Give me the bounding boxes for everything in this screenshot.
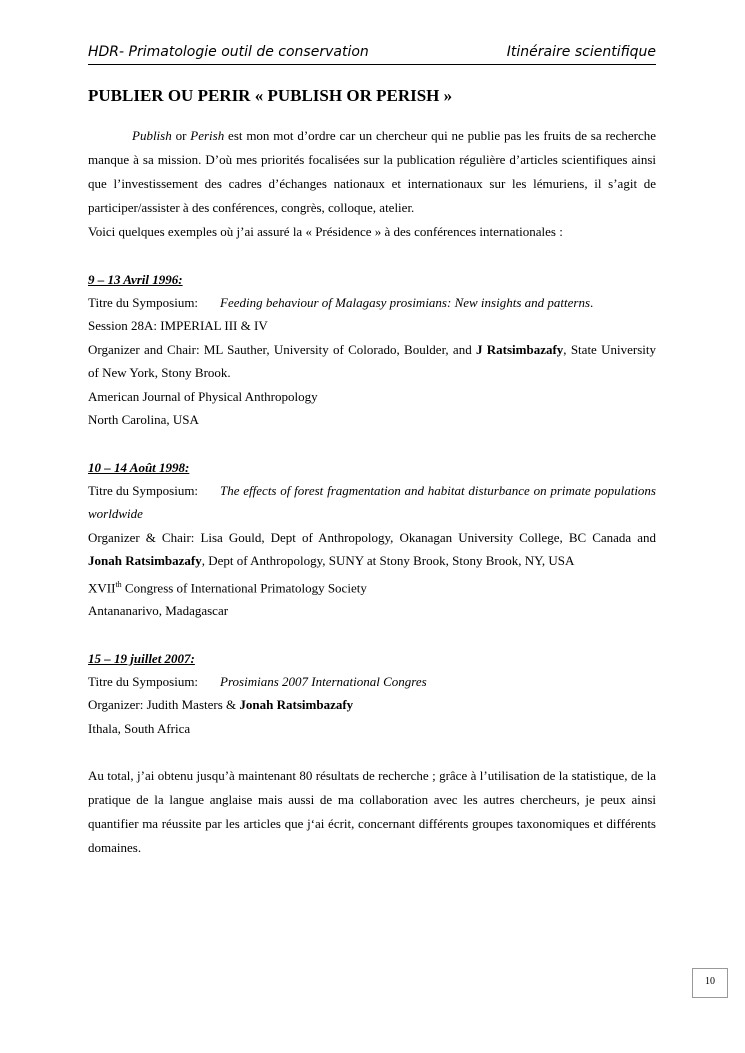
conclusion-paragraph: Au total, j’ai obtenu jusqu’à maintenant 80 résultats de recherche ; grâce à l’utilisation de la statistique, de la pratique de la langue anglaise mais aussi de ma collaboration avec les autres chercheurs, je peux ainsi quantifier ma réussite par les articles que j‘ai écrit, concernant différents groupes taxonomiques et différents domaines.: [88, 768, 656, 856]
organizer-text: Organizer: Judith Masters &: [88, 697, 240, 713]
venue-pre: XVII: [88, 579, 116, 595]
organizer: [88, 693, 656, 717]
organizer-bold: Jonah Ratsimbazafy: [88, 553, 202, 568]
section-title: PUBLIER OU PERIR « PUBLISH OR PERISH »: [88, 86, 453, 105]
organizer-text: Organizer and Chair: ML Sauther, University of Colorado, Boulder, and: [88, 341, 476, 357]
organizer-text-end: , Dept of Anthropology, SUNY at Stony Brook, Stony Brook, NY, USA: [201, 553, 575, 568]
place: Antananarivo, Madagascar: [88, 603, 229, 619]
header-left: HDR- Primatologie outil de conservation: [88, 44, 369, 60]
place: North Carolina, USA: [88, 412, 199, 427]
venue-post: Congress of International Primatology Society: [121, 579, 367, 595]
symposium-label: Titre du Symposium:: [88, 673, 199, 689]
symposium-title: Feeding behaviour of Malagasy prosimians: New insights and patterns: [220, 294, 590, 310]
organizer-bold: J Ratsimbazafy: [475, 341, 564, 357]
venue: American Journal of Physical Anthropology: [88, 388, 318, 404]
header-right: Itinéraire scientifique: [506, 44, 656, 60]
symposium-title: The effects of forest fragmentation and habitat disturbance on primate populations worldwide: [88, 482, 656, 521]
page-number: 10: [692, 968, 728, 998]
intro-perish: Perish: [190, 128, 225, 143]
symposium-title: Prosimians 2007 International Congres: [220, 673, 427, 689]
symposium-label: Titre du Symposium:: [88, 294, 199, 310]
intro-or: or: [171, 128, 191, 143]
intro-publish: Publish: [132, 128, 172, 143]
intro-line2: Voici quelques exemples où j’ai assuré la « Présidence » à des conférences internationales :: [88, 224, 563, 239]
conference-entry: [88, 268, 656, 432]
organizer: [88, 338, 656, 385]
conference-entry: [88, 456, 656, 623]
intro-paragraph: [88, 124, 656, 220]
venue-sup: th: [115, 579, 122, 589]
place: Ithala, South Africa: [88, 720, 191, 736]
session: Session 28A: IMPERIAL III & IV: [88, 318, 268, 333]
entry-date: 9 – 13 Avril 1996:: [88, 271, 183, 287]
symposium-label: Titre du Symposium:: [88, 482, 199, 498]
organizer-bold: Jonah Ratsimbazafy: [239, 697, 354, 713]
page-content: [88, 84, 656, 860]
intro-rest: est mon mot d’ordre car un chercheur qui ne publie pas les fruits de sa recherche manque à sa mission. D’où mes priorités focalisées sur la publication régulière d’articles scientifiques ainsi que l’investissement des cadres d’échanges nationaux et internationaux sur les lémuriens, il s’agit de participer/assister à des conférences, congrès, colloque, atelier.: [88, 128, 656, 215]
symposium-end: .: [590, 294, 594, 310]
organizer-text: Organizer & Chair: Lisa Gould, Dept of Anthropology, Okanagan University College, BC Canada and: [88, 529, 656, 545]
entry-date: 15 – 19 juillet 2007:: [88, 650, 195, 666]
venue: [88, 573, 656, 600]
entry-date: 10 – 14 Août 1998:: [88, 459, 190, 475]
page-header: [88, 44, 656, 65]
conference-entry: [88, 647, 656, 741]
organizer-text-end: , State University of New York, Stony Brook.: [88, 341, 656, 380]
organizer: [88, 526, 656, 573]
